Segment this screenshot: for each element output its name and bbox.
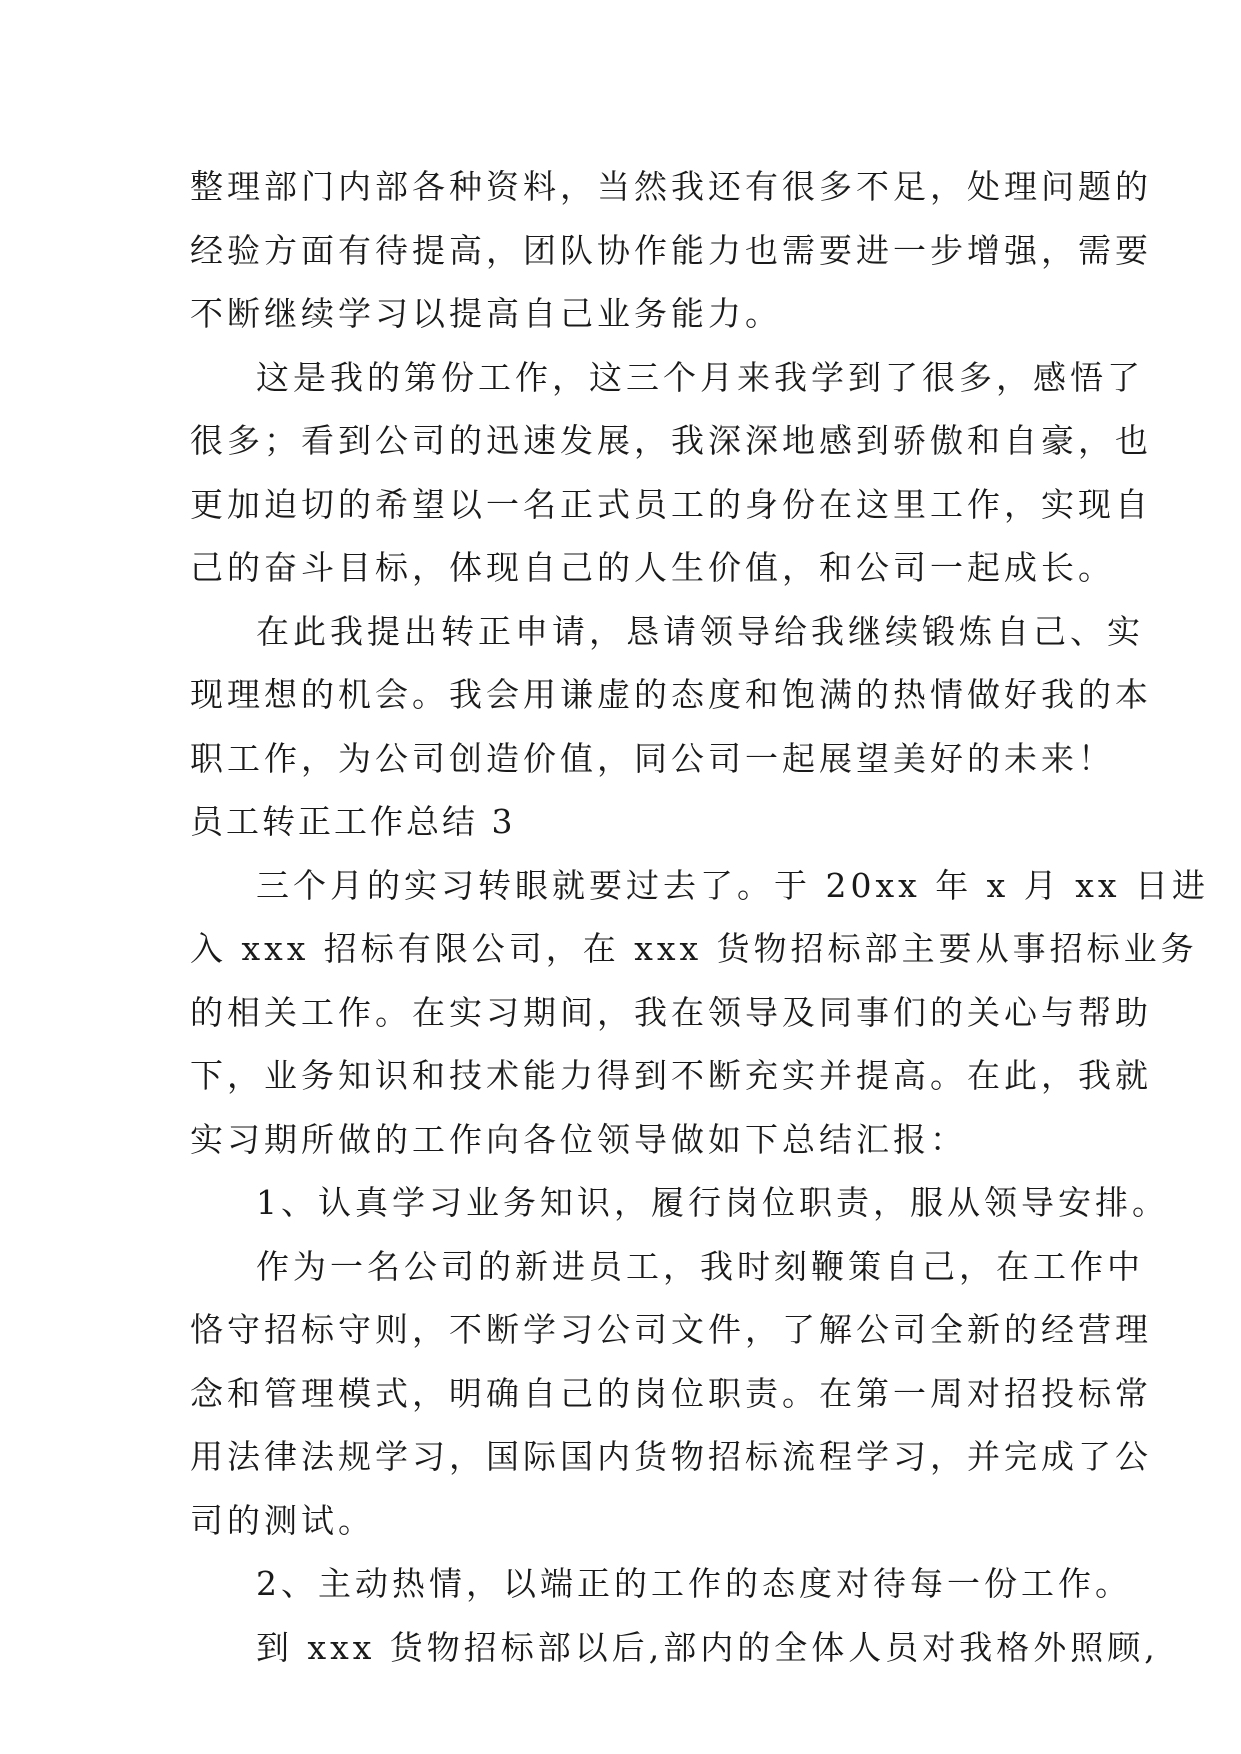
- list-item: 2、主动热情，以端正的工作的态度对待每一份工作。: [256, 1564, 1132, 1603]
- text-line: 用法律法规学习，国际国内货物招标流程学习，并完成了公: [190, 1437, 1152, 1476]
- text-line: 的相关工作。在实习期间，我在领导及同事们的关心与帮助: [190, 992, 1152, 1032]
- text-line: 职工作，为公司创造价值，同公司一起展望美好的未来！: [190, 738, 1115, 778]
- text-line: 实习期所做的工作向各位领导做如下总结汇报：: [190, 1119, 967, 1159]
- text-line: 在此我提出转正申请，恳请领导给我继续锻炼自己、实: [256, 611, 1144, 651]
- text-line: 下，业务知识和技术能力得到不断充实并提高。在此，我就: [190, 1056, 1152, 1095]
- text-line: 整理部门内部各种资料，当然我还有很多不足，处理问题的: [190, 167, 1152, 206]
- text-line: 念和管理模式，明确自己的岗位职责。在第一周对招投标常: [190, 1373, 1152, 1413]
- section-heading: 员工转正工作总结 3: [190, 802, 516, 841]
- text-line: 更加迫切的希望以一名正式员工的身份在这里工作，实现自: [190, 484, 1152, 524]
- text-line: 很多；看到公司的迅速发展，我深深地感到骄傲和自豪，也: [190, 421, 1152, 460]
- text-line: 入 xxx 招标有限公司，在 xxx 货物招标部主要从事招标业务: [190, 929, 1198, 968]
- document-body: [190, 155, 1209, 1679]
- text-line: 己的奋斗目标，体现自己的人生价值，和公司一起成长。: [190, 548, 1115, 587]
- text-line: 作为一名公司的新进员工，我时刻鞭策自己，在工作中: [256, 1246, 1144, 1286]
- text-line: 经验方面有待提高，团队协作能力也需要进一步增强，需要: [190, 230, 1152, 270]
- text-line: 现理想的机会。我会用谦虚的态度和饱满的热情做好我的本: [190, 675, 1152, 714]
- text-line: 恪守招标守则，不断学习公司文件，了解公司全新的经营理: [190, 1310, 1152, 1349]
- text-line: 到 xxx 货物招标部以后,部内的全体人员对我格外照顾,: [256, 1627, 1159, 1667]
- text-line: 司的测试。: [190, 1500, 375, 1540]
- text-line: 这是我的第份工作，这三个月来我学到了很多，感悟了: [256, 357, 1144, 397]
- text-line: 不断继续学习以提高自己业务能力。: [190, 294, 782, 333]
- list-item: 1、认真学习业务知识，履行岗位职责，服从领导安排。: [256, 1183, 1169, 1222]
- text-line: 三个月的实习转眼就要过去了。于 20xx 年 x 月 xx 日进: [256, 865, 1209, 905]
